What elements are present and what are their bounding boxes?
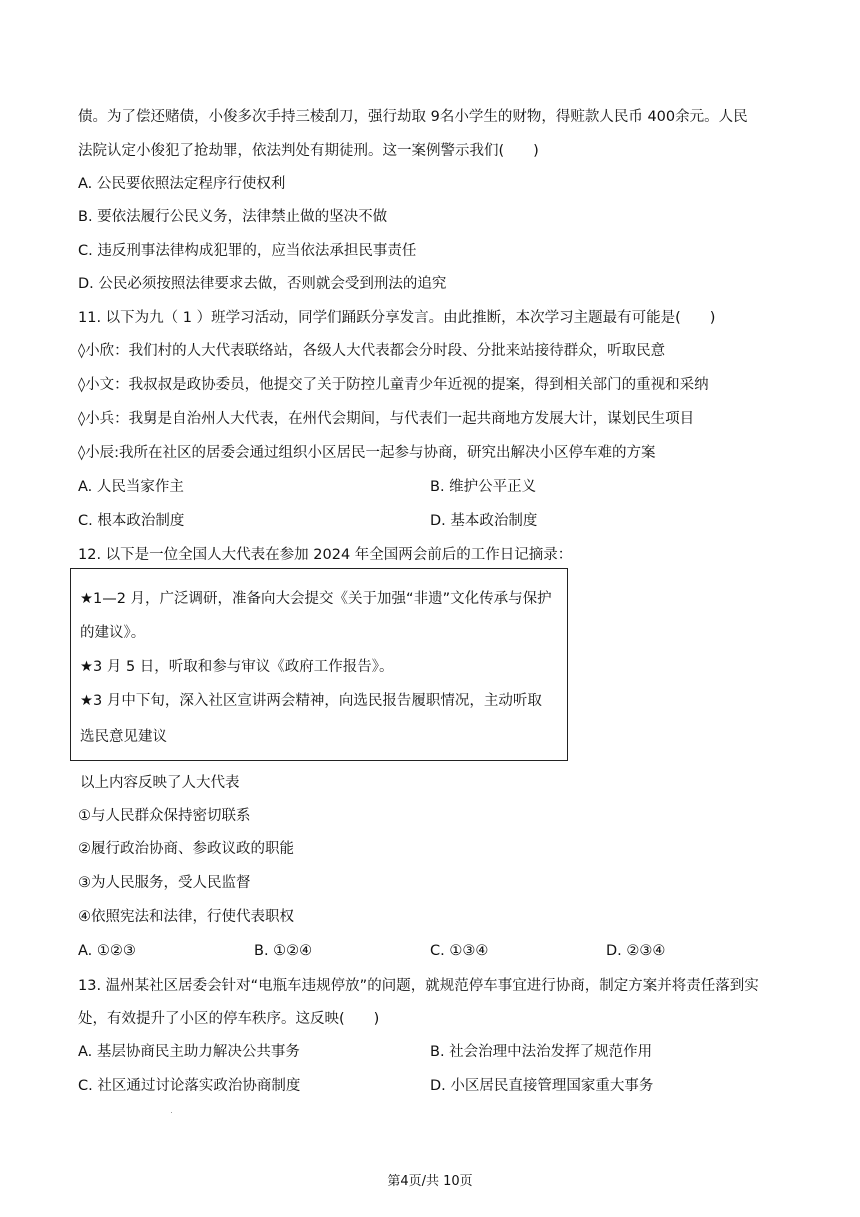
question-11-option-b: B. 维护公平正义	[430, 479, 537, 495]
question-12-item-2: ②履行政治协商、参政议政的职能	[78, 841, 294, 857]
question-10-option-a: A. 公民要依照法定程序行使权利	[78, 176, 286, 192]
question-12-lead: 以上内容反映了人大代表	[80, 775, 240, 791]
question-11-option-a: A. 人民当家作主	[78, 479, 184, 495]
question-12-option-a: A. ①②③	[78, 943, 136, 959]
diary-line-3: ★3 月 5 日，听取和参与审议《政府工作报告》。	[80, 659, 394, 675]
question-12-item-3: ③为人民服务，受人民监督	[78, 875, 251, 891]
question-11-stem: 11. 以下为九（ 1 ）班学习活动，同学们踊跃分享发言。由此推断，本次学习主题最有可能是( )	[78, 310, 716, 326]
page-footer: 第4页/共 10页	[387, 1174, 473, 1189]
question-11-statement-1: ◊小欣：我们村的人大代表联络站，各级人大代表都会分时段、分批来站接待群众，听取民意	[78, 343, 666, 359]
question-11-statement-3: ◊小兵：我舅是自治州人大代表，在州代会期间，与代表们一起共商地方发展大计，谋划民生项目	[78, 411, 695, 427]
stray-mark	[171, 1112, 172, 1113]
question-10-text-line-2: 法院认定小俊犯了抢劫罪，依法判处有期徒刑。这一案例警示我们( )	[78, 143, 539, 159]
question-11-option-d: D. 基本政治制度	[430, 513, 538, 529]
question-12-stem: 12. 以下是一位全国人大代表在参加 2024 年全国两会前后的工作日记摘录：	[78, 547, 573, 563]
diary-line-5: 选民意见建议	[80, 729, 167, 745]
question-12-item-4: ④依照宪法和法律，行使代表职权	[78, 909, 294, 925]
question-11-statement-2: ◊小文：我叔叔是政协委员，他提交了关于防控儿童青少年近视的提案，得到相关部门的重视和采纳	[78, 377, 709, 393]
diary-line-2: 的建议》。	[80, 625, 146, 641]
question-10-option-d: D. 公民必须按照法律要求去做，否则就会受到刑法的追究	[78, 276, 447, 292]
question-13-option-a: A. 基层协商民主助力解决公共事务	[78, 1044, 300, 1060]
question-13-option-d: D. 小区居民直接管理国家重大事务	[430, 1078, 654, 1094]
question-13-stem-line-1: 13. 温州某社区居委会针对“电瓶车违规停放”的问题，就规范停车事宜进行协商，制定方案并将责任落到实	[78, 978, 759, 994]
question-10-option-b: B. 要依法履行公民义务，法律禁止做的坚决不做	[78, 209, 388, 225]
question-12-item-1: ①与人民群众保持密切联系	[78, 808, 251, 824]
question-11-statement-4: ◊小辰:我所在社区的居委会通过组织小区居民一起参与协商，研究出解决小区停车难的方案	[78, 445, 656, 461]
question-12-option-c: C. ①③④	[430, 943, 489, 959]
question-13-option-c: C. 社区通过讨论落实政治协商制度	[78, 1078, 301, 1094]
diary-line-4: ★3 月中下旬，深入社区宣讲两会精神，向选民报告履职情况，主动听取	[80, 693, 542, 709]
question-10-text-line-1: 债。为了偿还赌债，小俊多次手持三棱刮刀，强行劫取 9名小学生的财物，得赃款人民币 400余元。人民	[78, 109, 748, 125]
question-11-option-c: C. 根本政治制度	[78, 513, 185, 529]
question-13-stem-line-2: 处，有效提升了小区的停车秩序。这反映( )	[78, 1011, 380, 1027]
diary-line-1: ★1—2 月，广泛调研，准备向大会提交《关于加强“非遗”文化传承与保护	[80, 591, 552, 607]
question-10-option-c: C. 违反刑事法律构成犯罪的，应当依法承担民事责任	[78, 243, 417, 259]
question-12-option-b: B. ①②④	[254, 943, 313, 959]
question-12-option-d: D. ②③④	[606, 943, 666, 959]
question-13-option-b: B. 社会治理中法治发挥了规范作用	[430, 1044, 653, 1060]
